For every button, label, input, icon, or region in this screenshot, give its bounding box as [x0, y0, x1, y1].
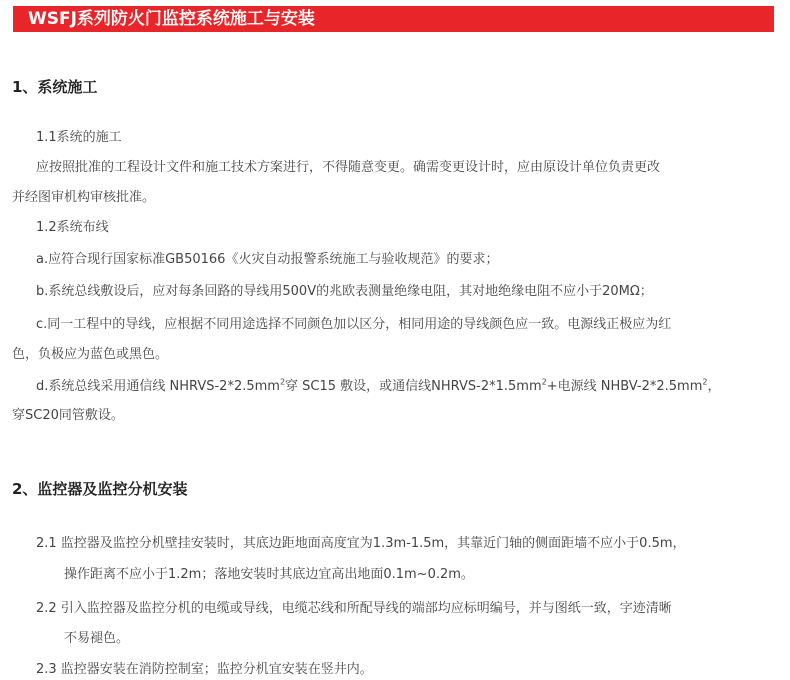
list-item-d-continued: 穿SC20同管敷设。 — [12, 408, 124, 423]
list-item-2-1-continued: 操作距离不应小于1.2m；落地安装时其底边宜高出地面0.1m~0.2m。 — [64, 567, 474, 582]
list-item-2-2-continued: 不易褪色。 — [64, 631, 130, 646]
list-item-d — [36, 375, 720, 394]
list-item-d-text: d.系统总线采用通信线 NHRVS-2*2.5mm — [36, 379, 280, 394]
superscript: 2 — [541, 377, 547, 387]
list-item-c-continued: 色，负极应为蓝色或黑色。 — [12, 347, 169, 362]
list-item-2-3: 2.3 监控器安装在消防控制室；监控分机宜安装在竖井内。 — [36, 662, 373, 677]
list-item-a: a.应符合现行国家标准GB50166《火灾自动报警系统施工与验收规范》的要求； — [36, 252, 499, 267]
list-item-c: c.同一工程中的导线，应根据不同用途选择不同颜色加以区分，相同用途的导线颜色应一致。电源线正极应为红 — [36, 317, 672, 332]
list-item-d-text: +电源线 NHBV-2*2.5mm — [546, 379, 703, 394]
paragraph-line: 应按照批准的工程设计文件和施工技术方案进行，不得随意变更。确需变更设计时，应由原设计单位负责更改 — [36, 160, 661, 175]
list-item-2-1: 2.1 监控器及监控分机壁挂安装时，其底边距地面高度宜为1.3m-1.5m，其靠近门轴的侧面距墙不应小于0.5m， — [36, 536, 686, 551]
list-item-b: b.系统总线敷设后，应对每条回路的导线用500V的兆欧表测量绝缘电阻，其对地绝缘电阻不应小于20MΩ； — [36, 284, 653, 299]
section-heading-installation: 2、监控器及监控分机安装 — [12, 480, 188, 498]
superscript: 2 — [279, 377, 286, 387]
list-item-2-2: 2.2 引入监控器及监控分机的电缆或导线，电缆芯线和所配导线的端部均应标明编号，并与图纸一致，字迹清晰 — [36, 601, 672, 616]
list-item-d-text: ， — [707, 379, 721, 394]
page-title: WSFJ系列防火门监控系统施工与安装 — [28, 9, 315, 29]
subsection-title-wiring: 1.2系统布线 — [36, 220, 109, 235]
superscript: 2 — [702, 377, 708, 387]
list-item-d-text: 穿 SC15 敷设，或通信线NHRVS-2*1.5mm — [285, 379, 542, 394]
section-heading-construction: 1、系统施工 — [12, 78, 98, 96]
title-banner — [13, 6, 774, 32]
subsection-title-system-construction: 1.1系统的施工 — [36, 130, 122, 145]
paragraph-line: 并经图审机构审核批准。 — [12, 190, 156, 205]
